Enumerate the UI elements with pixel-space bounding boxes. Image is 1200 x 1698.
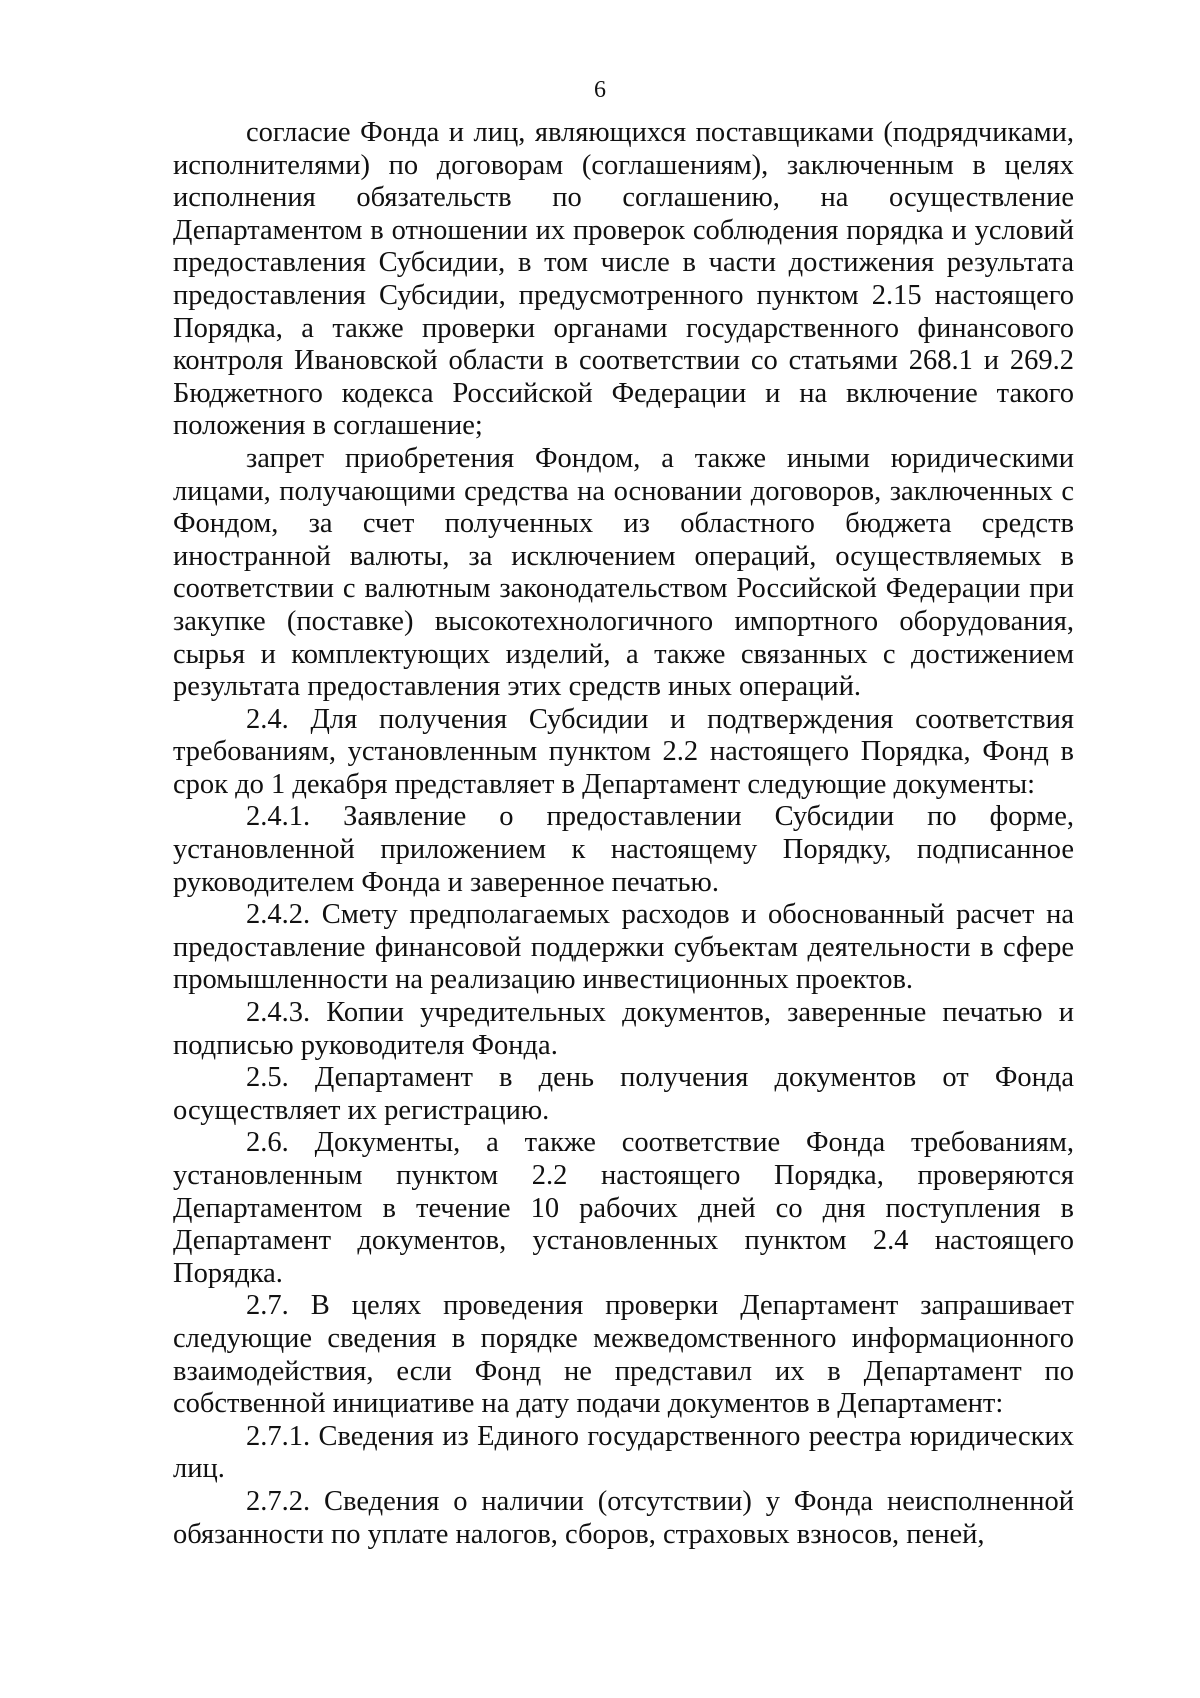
paragraph-2-4: 2.4. Для получения Субсидии и подтверждения соответствия требованиям, установленным пунктом 2.2 настоящего Порядка, Фонд в срок до 1 декабря представляет в Департамент следующие документы: xyxy=(173,703,1074,800)
paragraph-2-5: 2.5. Департамент в день получения документов от Фонда осуществляет их регистрацию. xyxy=(173,1062,1074,1126)
paragraph-2-6: 2.6. Документы, а также соответствие Фонда требованиям, установленным пунктом 2.2 настоящего Порядка, проверяются Департаментом в течение 10 рабочих дней со дня поступления в Департамент документов, установленных пунктом 2.4 настоящего Порядка. xyxy=(173,1127,1074,1289)
paragraph-2-7: 2.7. В целях проведения проверки Департамент запрашивает следующие сведения в порядке межведомственного информационного взаимодействия, если Фонд не представил их в Департамент по собственной инициативе на дату подачи документов в Департамент: xyxy=(173,1290,1074,1420)
document-body xyxy=(173,117,1074,1551)
paragraph-2-4-1: 2.4.1. Заявление о предоставлении Субсидии по форме, установленной приложением к настоящему Порядку, подписанное руководителем Фонда и заверенное печатью. xyxy=(173,801,1074,898)
paragraph-consent-continuation: согласие Фонда и лиц, являющихся поставщиками (подрядчиками, исполнителями) по договорам (соглашениям), заключенным в целях исполнения обязательств по соглашению, на осуществление Департаментом в отношении их проверок соблюдения порядка и условий предоставления Субсидии, в том числе в части достижения результата предоставления Субсидии, предусмотренного пунктом 2.15 настоящего Порядка, а также проверки органами государственного финансового контроля Ивановской области в соответствии со статьями 268.1 и 269.2 Бюджетного кодекса Российской Федерации и на включение такого положения в соглашение; xyxy=(173,117,1074,442)
paragraph-2-4-2: 2.4.2. Смету предполагаемых расходов и обоснованный расчет на предоставление финансовой поддержки субъектам деятельности в сфере промышленности на реализацию инвестиционных проектов. xyxy=(173,899,1074,996)
page-number: 6 xyxy=(594,77,606,103)
paragraph-2-7-1: 2.7.1. Сведения из Единого государственного реестра юридических лиц. xyxy=(173,1420,1074,1485)
paragraph-2-4-3: 2.4.3. Копии учредительных документов, заверенные печатью и подписью руководителя Фонда. xyxy=(173,997,1074,1061)
paragraph-currency-ban: запрет приобретения Фондом, а также иными юридическими лицами, получающими средства на основании договоров, заключенных с Фондом, за счет полученных из областного бюджета средств иностранной валюты, за исключением операций, осуществляемых в соответствии с валютным законодательством Российской Федерации при закупке (поставке) высокотехнологичного импортного оборудования, сырья и комплектующих изделий, а также связанных с достижением результата предоставления этих средств иных операций. xyxy=(173,442,1074,703)
paragraph-2-7-2: 2.7.2. Сведения о наличии (отсутствии) у Фонда неисполненной обязанности по уплате налогов, сборов, страховых взносов, пеней, xyxy=(173,1485,1074,1550)
